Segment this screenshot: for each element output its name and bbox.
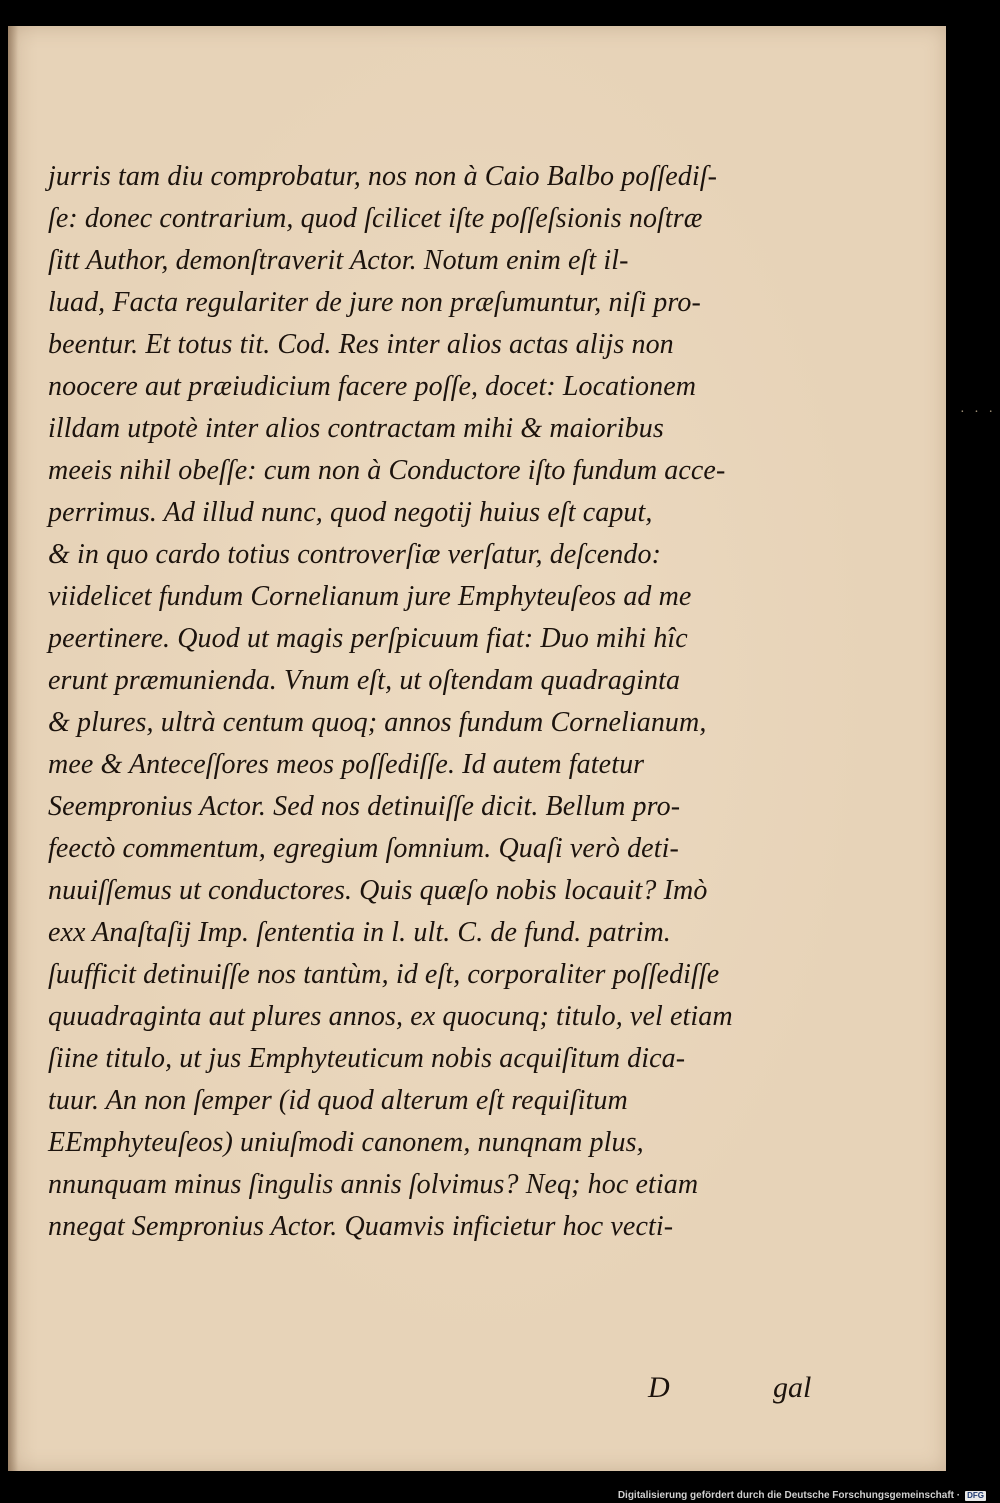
text-line-6: noocere aut præiudicium facere poſſe, docet: Locationem — [48, 371, 697, 402]
credit-text: Digitalisierung gefördert durch die Deutsche Forschungsgemeinschaft · — [617, 1490, 961, 1501]
text-line-9: perrimus. Ad illud nunc, quod negotij huius eſt caput, — [48, 497, 653, 528]
text-line-23: tuur. An non ſemper (id quod alterum eſt requiſitum — [48, 1085, 628, 1116]
text-line-21: quuadraginta aut plures annos, ex quocunq; titulo, vel etiam — [48, 1001, 733, 1032]
text-line-25: nnunquam minus ſingulis annis ſolvimus? Neq; hoc etiam — [48, 1169, 699, 1200]
page-footer-line — [48, 1371, 828, 1413]
text-line-24: EEmphyteuſeos) uniuſmodi canonem, nunqnam plus, — [48, 1127, 644, 1158]
text-line-1: jurris tam diu comprobatur, nos non à Caio Balbo poſſediſ- — [48, 161, 718, 192]
text-line-14: & plures, ultrà centum quoq; annos fundum Cornelianum, — [48, 707, 707, 738]
text-line-15: mee & Anteceſſores meos poſſediſſe. Id autem fatetur — [48, 749, 645, 780]
text-line-13: erunt præmunienda. Vnum eſt, ut oſtendam quadraginta — [48, 665, 681, 696]
text-line-26: nnegat Sempronius Actor. Quamvis inficietur hoc vecti- — [48, 1211, 674, 1242]
digitization-credit — [618, 1490, 986, 1501]
page-gutter-shadow — [8, 26, 18, 1471]
text-line-11: viidelicet fundum Cornelianum jure Emphyteuſeos ad me — [48, 581, 692, 612]
catchword: gal — [773, 1371, 812, 1404]
text-line-22: ſiine titulo, ut jus Emphyteuticum nobis acquiſitum dica- — [48, 1043, 686, 1074]
text-line-18: nuuiſſemus ut conductores. Quis quæſo nobis locauit? Imò — [48, 875, 708, 906]
text-line-3: ſitt Author, demonſtraverit Actor. Notum enim eſt il- — [48, 245, 629, 276]
signature-mark: D — [648, 1371, 670, 1404]
text-line-12: peertinere. Quod ut magis perſpicuum fiat: Duo mihi hîc — [48, 623, 688, 654]
text-line-16: Seempronius Actor. Sed nos detinuiſſe dicit. Bellum pro- — [48, 791, 681, 822]
text-line-10: & in quo cardo totius controverſiæ verſatur, deſcendo: — [48, 539, 662, 570]
book-page — [8, 26, 946, 1471]
body-text — [48, 156, 812, 1404]
text-line-5: beentur. Et totus tit. Cod. Res inter alios actas alijs non — [48, 329, 674, 360]
text-line-7: illdam utpotè inter alios contractam mihi & maioribus — [48, 413, 664, 444]
text-line-17: feectò commentum, egregium ſomnium. Quaſi verò deti- — [48, 833, 679, 864]
text-line-20: ſuufficit detinuiſſe nos tantùm, id eſt, corporaliter poſſediſſe — [48, 959, 720, 990]
text-line-8: meeis nihil obeſſe: cum non à Conductore iſto fundum acce- — [48, 455, 726, 486]
margin-marks: · · · — [960, 405, 996, 420]
text-line-4: luad, Facta regulariter de jure non præſumuntur, niſi pro- — [48, 287, 701, 318]
text-line-2: ſe: donec contrarium, quod ſcilicet iſte poſſeſsionis noſtræ — [48, 203, 703, 234]
text-line-19: exx Anaſtaſij Imp. ſententia in l. ult. C. de fund. patrim. — [48, 917, 671, 948]
dfg-logo-icon: DFG — [967, 1490, 984, 1500]
